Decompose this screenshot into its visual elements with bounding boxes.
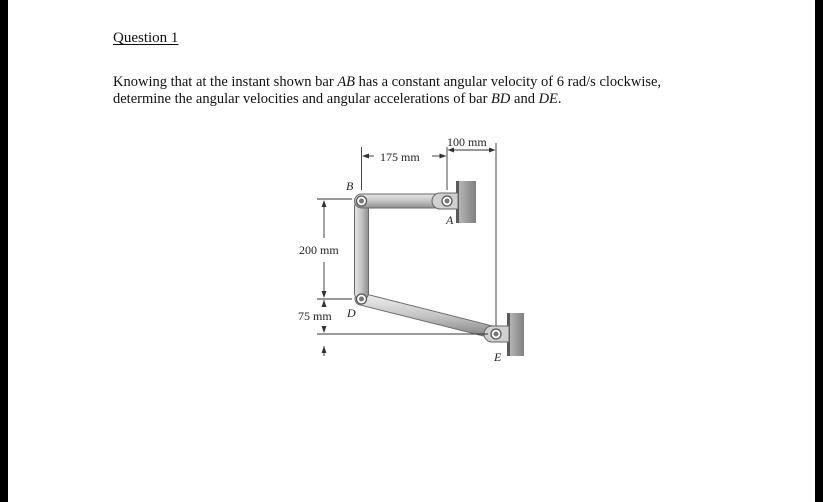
point-b-label: B — [346, 179, 354, 193]
dim-100-label: 100 mm — [447, 135, 487, 149]
bar-de — [361, 299, 496, 333]
dim-175-label: 175 mm — [380, 150, 420, 164]
text-part-4: and — [510, 91, 539, 107]
dim-200-label: 200 mm — [299, 243, 339, 257]
text-part-1: Knowing that at the instant shown bar — [113, 74, 338, 90]
pin-b — [357, 196, 367, 206]
pin-e — [491, 329, 501, 339]
text-part-3: determine the angular velocities and angular accelerations of bar — [113, 91, 492, 107]
point-e-label: E — [494, 350, 502, 364]
bar-bd — [355, 200, 369, 300]
point-d-label: D — [347, 306, 356, 320]
pin-a — [442, 196, 452, 206]
support-e — [507, 313, 524, 356]
pin-d — [357, 294, 367, 304]
text-part-2: has a constant angular velocity of 6 rad/s clockwise, — [355, 74, 662, 90]
text-part-5: . — [557, 91, 562, 107]
text-bar-bd: BD — [491, 91, 511, 107]
support-a — [456, 181, 476, 223]
dim-75-label: 75 mm — [298, 309, 332, 323]
point-a-label: A — [446, 213, 454, 227]
question-heading: Question 1 — [113, 30, 179, 46]
text-bar-ab: AB — [337, 74, 356, 90]
text-bar-de: DE — [538, 91, 558, 107]
